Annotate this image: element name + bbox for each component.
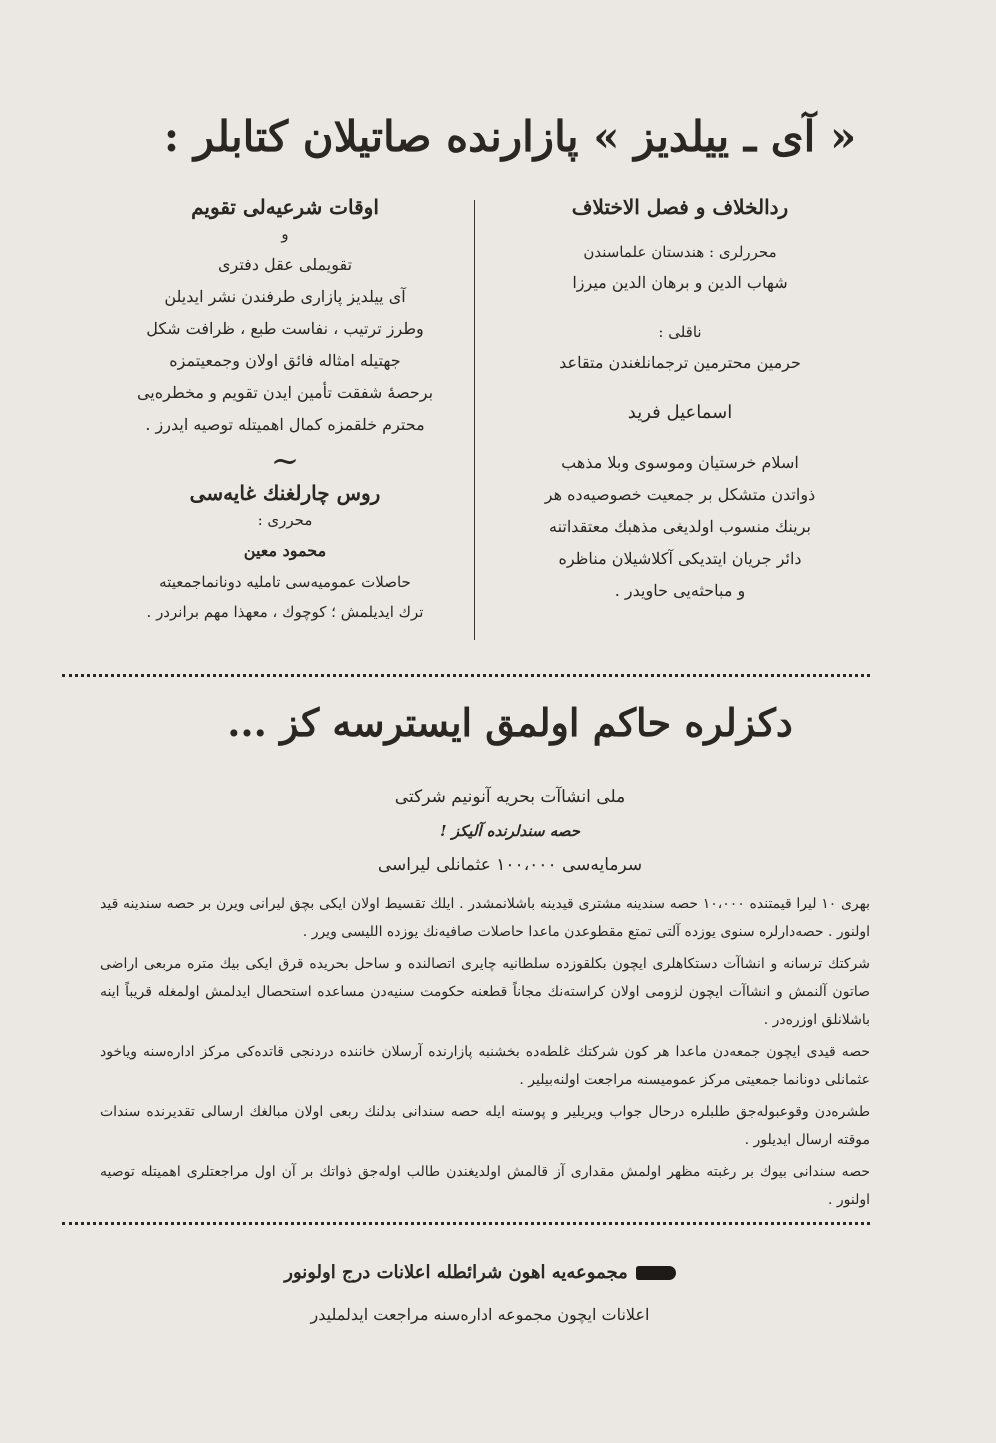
desc-line: اسلام خرستیان وموسوی وبلا مذهب [561, 453, 799, 472]
left-column [100, 195, 470, 627]
announcement-paragraph: حصه سندانی بیوك بر رغبته مظهر اولمش مقداری آز قالمش اولدیغندن طالب اوله‌جق ذواتك بر آن اول مراجعتلری اهمیتله توصیه اولنور . [100, 1164, 870, 1208]
book-authors: شهاب الدین و برهان الدین میرزا [572, 273, 788, 292]
right-column [495, 195, 865, 607]
desc-line: برحصهٔ شفقت تأمین ایدن تقویم و مخطره‌یی [136, 383, 434, 402]
dotted-divider [62, 674, 870, 677]
page-title: « آی ـ ییلدیز » پازارنده صاتیلان کتابلر : [163, 112, 857, 161]
pointing-hand-icon [636, 1266, 676, 1280]
desc-line: ذواتدن متشکل بر جمعیت خصوصیه‌ده هر [544, 485, 816, 504]
announcement-paragraph: طشره‌دن وقوعبوله‌جق طلبلره درحال جواب ویریلیر و پوسته ایله حصه سندانی بدلنك ربعی اولان مبالغك ارسالی تقدیرنده سندات موقته ارسال ایدیلور . [100, 1104, 870, 1148]
desc-line: حاصلات عمومیه‌سی تاملیه دونانماجمعیته [159, 573, 411, 591]
footer-line-2: اعلانات ایچون مجموعه اداره‌سنه مراجعت ایدلملیدر [310, 1305, 650, 1324]
desc-line: وطرز ترتیب ، نفاست طبع ، ظرافت شکل [146, 319, 424, 338]
muharrir-label: محرری : [257, 511, 313, 529]
nakil-label: ناقلی : [658, 323, 702, 341]
desc-line: ترك ایدیلمش ؛ کوچوك ، معهذا مهم برانردر . [146, 603, 424, 621]
announcement-paragraph: حصه قیدی ایچون جمعه‌دن ماعدا هر کون شرکتك غلطه‌ده بخشنبه پازارنده آرسلان خاننده دردنجی قاتده‌کی مرکز اداره‌سنه ویاخود عثمانلی دونانما جمعیتی مرکز عمومیسنه مراجعت اولنه‌بیلیر . [100, 1044, 870, 1088]
nakil-description: حرمین محترمین ترجمانلغندن متقاعد [559, 353, 801, 372]
book-author: محمود معین [243, 541, 327, 560]
left-description [100, 281, 470, 441]
ornament-icon: ~ [270, 441, 300, 481]
announcement-paragraph: بهری ۱۰ لیرا قیمتنده ۱۰،۰۰۰ حصه سندینه مشتری قیدینه باشلانمشدر . ایلك تقسیط اولان ایکی بچق لیرانی ویرن بر حصه سندینه قید اولنور . حصه‌دارلره سنوی یوزده آلتی تمتع مقطوعدن ماعدا حاصلات صافیه‌نك یوزده اللیسی ویرر . [100, 896, 870, 940]
company-block [220, 780, 800, 882]
shares-callout: حصه سندلرنده آلیکز ! [439, 822, 581, 840]
book-title-raddul-hilaf: ردالخلاف و فصل الاختلاف [571, 195, 789, 219]
dotted-divider [62, 1222, 870, 1225]
footer [220, 1262, 740, 1324]
book-subtitle: تقویملی عقل دفتری [217, 255, 353, 274]
banner-heading: دکزلره حاکم اولمق ایسترسه کز ... [227, 700, 793, 745]
muharrirleri-label: محررلری : هندستان علماسندن [583, 243, 777, 261]
book-title-russia: روس چارلغنك غایه‌سی [189, 481, 381, 505]
desc-line: دائر جریان ایتدیکی آکلاشیلان مناظره [558, 549, 802, 568]
company-announcement [100, 890, 870, 1218]
footer-notice [220, 1262, 740, 1283]
desc-line: برینك منسوب اولدیغی مذهبك معتقداتنه [549, 517, 811, 536]
right-description [495, 447, 865, 607]
translator-name: اسماعیل فرید [627, 402, 733, 423]
desc-line: آی ییلدیز پازاری طرفندن نشر ایدیلن [164, 287, 406, 306]
desc-line: محترم خلقمزه کمال اهمیتله توصیه ایدرز . [145, 415, 425, 434]
desc-line: جهتیله امثاله فائق اولان وجمعیتمزه [169, 351, 401, 370]
company-name: ملی انشاآت بحریه آنونیم شرکتی [394, 787, 626, 807]
footer-line-1: مجموعه‌یه اهون شرائطله اعلانات درج اولونور [284, 1262, 628, 1283]
company-capital: سرمایه‌سی ۱۰۰،۰۰۰ عثمانلی لیراسی [377, 855, 643, 875]
desc-line: و مباحثه‌یی حاویدر . [614, 581, 746, 600]
conjunction-and: و [281, 225, 289, 243]
column-divider [474, 200, 475, 640]
announcement-paragraph: شرکتك ترسانه و انشاآت دستکاهلری ایچون بکلقوزده سلطانیه چایری اتصالنده و ساحل بحریده قرق ایکی بیك متره مربعی اراضی صاتون آلنمش و انشاآت ایچون لزومی اولان کراسته‌نك مجاناً قطعنه حکومت سنیه‌دن مساعده استحصال ایدلمش اولمغله قریباً اینه باشلانلق اوزره‌در . [100, 956, 870, 1028]
book-title-takvim: اوقات شرعیه‌لی تقویم [191, 195, 379, 219]
